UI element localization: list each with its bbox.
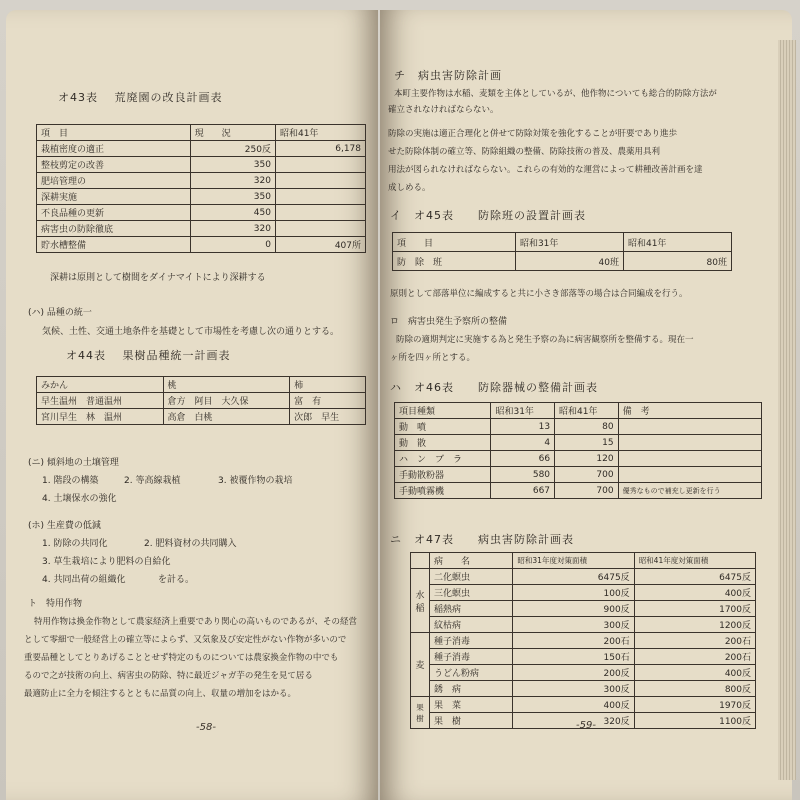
table-header-cell: 昭和31年 xyxy=(515,233,623,252)
table-cell: 1970反 xyxy=(634,697,755,713)
table-cell: 果 菜 xyxy=(430,697,513,713)
table-cell: 4 xyxy=(491,435,555,451)
table-row xyxy=(37,221,366,237)
list-item: 4. 共同出荷の組織化 xyxy=(42,575,126,585)
table-cell xyxy=(618,419,761,435)
table-cell: 250反 xyxy=(190,141,275,157)
table-row xyxy=(411,697,756,713)
table-cell: 果 樹 xyxy=(430,713,513,729)
table-header-cell: 病 名 xyxy=(430,553,513,569)
table-cell: 407所 xyxy=(275,237,365,253)
table-cell: 整枝剪定の改善 xyxy=(37,157,191,173)
table-43 xyxy=(36,124,366,253)
paragraph-line: 確立されなければならない。 xyxy=(388,105,499,115)
table-cell: 宮川早生 林 温州 xyxy=(37,409,164,425)
table-cell: 667 xyxy=(491,483,555,499)
page-number: -58- xyxy=(196,722,216,733)
group-label: 麦 xyxy=(411,633,430,697)
table-cell: 稲熱病 xyxy=(430,601,513,617)
table-cell: 手動噴霧機 xyxy=(395,483,491,499)
section-heading: ロ 病害虫発生予察所の整備 xyxy=(390,317,508,327)
table-cell: 580 xyxy=(491,467,555,483)
table-45-note: 原則として部落単位に編成すると共に小さき部落等の場合は合同編成を行う。 xyxy=(390,289,688,299)
list-item: を計る。 xyxy=(158,575,195,585)
table-cell: ハ ン ブ ラ xyxy=(395,451,491,467)
table-header-row xyxy=(393,233,732,252)
table-44-title: オ44表 果樹品種統一計画表 xyxy=(66,349,231,362)
table-cell: 150石 xyxy=(513,649,634,665)
table-header-cell: 項 目 xyxy=(37,125,191,141)
table-header-cell: 昭和31年度対策面積 xyxy=(513,553,634,569)
table-cell: 320 xyxy=(190,173,275,189)
table-row xyxy=(37,173,366,189)
table-46-title: ハ オ46表 防除器械の整備計画表 xyxy=(390,381,598,394)
table-cell xyxy=(618,451,761,467)
table-row xyxy=(411,617,756,633)
table-cell: 肥培管理の xyxy=(37,173,191,189)
section-heading: チ 病虫害防除計画 xyxy=(394,69,502,82)
table-row xyxy=(411,601,756,617)
table-cell: 320 xyxy=(190,221,275,237)
page-edges xyxy=(778,40,796,780)
table-44 xyxy=(36,376,366,425)
table-header-cell: 昭和41年 xyxy=(555,403,619,419)
paragraph-line: せた防除体制の確立等、防除組織の整備、防除技術の普及、農薬用具利 xyxy=(388,147,661,157)
table-cell: 66 xyxy=(491,451,555,467)
table-cell xyxy=(275,205,365,221)
table-cell: 三化螟虫 xyxy=(430,585,513,601)
table-cell: 400反 xyxy=(634,665,755,681)
paragraph-line: るので之が技術の向上、病害虫の防除、特に最近ジャガ芋の発生を見て居る xyxy=(24,671,313,681)
table-header-cell: 備 考 xyxy=(618,403,761,419)
table-cell: 高倉 白桃 xyxy=(163,409,290,425)
table-cell xyxy=(275,157,365,173)
list-item: 2. 肥料資材の共同購入 xyxy=(144,539,237,549)
table-cell: 300反 xyxy=(513,681,634,697)
table-45-title: イ オ45表 防除班の設置計画表 xyxy=(390,209,586,222)
table-header-row xyxy=(411,553,756,569)
table-row xyxy=(411,569,756,585)
table-header-cell: 項 目 xyxy=(393,233,516,252)
table-cell xyxy=(275,173,365,189)
table-45 xyxy=(392,232,732,271)
group-label: 水稲 xyxy=(411,569,430,633)
table-cell: 350 xyxy=(190,157,275,173)
table-cell: 100反 xyxy=(513,585,634,601)
table-header-cell: 柿 xyxy=(290,377,366,393)
section-heading: (ニ) 傾斜地の土壌管理 xyxy=(28,458,119,468)
paragraph-line: 特用作物は換金作物として農家経済上重要であり関心の高いものであるが、その経営 xyxy=(34,617,358,627)
table-header-cell: 現 況 xyxy=(190,125,275,141)
table-header-cell: 昭和41年 xyxy=(275,125,365,141)
table-cell: 次郎 早生 xyxy=(290,409,366,425)
table-cell: 0 xyxy=(190,237,275,253)
paragraph-line: 本町主要作物は水稲、麦類を主体としているが、他作物についても総合的防除方法が xyxy=(394,89,717,99)
table-row xyxy=(37,141,366,157)
open-book xyxy=(6,10,796,800)
table-43-title: オ43表 荒廃園の改良計画表 xyxy=(58,91,223,104)
list-item: 3. 被覆作物の栽培 xyxy=(218,476,293,486)
table-row xyxy=(411,633,756,649)
paragraph-line: 気候、土性、交通土地条件を基礎として市場性を考慮し次の通りとする。 xyxy=(42,327,340,337)
table-cell: 80班 xyxy=(623,252,731,271)
group-label: 果樹 xyxy=(411,697,430,729)
table-row xyxy=(395,451,762,467)
table-header-row xyxy=(37,377,366,393)
table-cell: 種子消毒 xyxy=(430,633,513,649)
table-cell: 13 xyxy=(491,419,555,435)
table-header-cell: 昭和31年 xyxy=(491,403,555,419)
list-item: 4. 土壌保水の強化 xyxy=(42,494,117,504)
table-cell: 450 xyxy=(190,205,275,221)
table-cell: 病害虫の防除徹底 xyxy=(37,221,191,237)
table-cell: 6475反 xyxy=(634,569,755,585)
left-page xyxy=(6,10,378,800)
table-header-cell: 桃 xyxy=(163,377,290,393)
table-cell: 800反 xyxy=(634,681,755,697)
table-row xyxy=(395,467,762,483)
section-heading: (ホ) 生産費の低減 xyxy=(28,521,101,531)
table-row xyxy=(411,585,756,601)
table-cell: 貯水槽整備 xyxy=(37,237,191,253)
paragraph-line: 最適防止に全力を傾注するとともに品質の向上、収量の増加をはかる。 xyxy=(24,689,297,699)
table-header-cell xyxy=(411,553,430,569)
table-cell xyxy=(618,467,761,483)
table-47-title: ニ オ47表 病虫害防除計画表 xyxy=(390,533,574,546)
table-cell: 200石 xyxy=(634,649,755,665)
table-cell: 1100反 xyxy=(634,713,755,729)
table-cell: 富 有 xyxy=(290,393,366,409)
table-47 xyxy=(410,552,756,729)
table-cell: 700 xyxy=(555,483,619,499)
table-cell: 手動散粉器 xyxy=(395,467,491,483)
table-cell: 700 xyxy=(555,467,619,483)
table-header-cell: 昭和41年 xyxy=(623,233,731,252)
table-cell: 6475反 xyxy=(513,569,634,585)
right-page xyxy=(380,10,792,800)
table-row xyxy=(37,205,366,221)
paragraph-line: 成しめる。 xyxy=(388,183,431,193)
table-46 xyxy=(394,402,762,499)
table-header-cell: 項目種類 xyxy=(395,403,491,419)
table-cell: 種子消毒 xyxy=(430,649,513,665)
table-row xyxy=(37,393,366,409)
table-cell: 深耕実施 xyxy=(37,189,191,205)
table-cell: 銹 病 xyxy=(430,681,513,697)
table-row xyxy=(37,157,366,173)
table-cell: 350 xyxy=(190,189,275,205)
table-cell: 40班 xyxy=(515,252,623,271)
table-cell: 倉方 阿目 大久保 xyxy=(163,393,290,409)
table-cell: 300反 xyxy=(513,617,634,633)
table-row xyxy=(37,409,366,425)
table-cell: 二化螟虫 xyxy=(430,569,513,585)
list-item: 2. 等高線栽植 xyxy=(124,476,181,486)
table-row xyxy=(395,419,762,435)
list-item: 3. 草生栽培により肥料の自給化 xyxy=(42,557,171,567)
table-cell: 15 xyxy=(555,435,619,451)
paragraph-line: ヶ所を四ヶ所とする。 xyxy=(390,353,476,363)
table-cell: 動 噴 xyxy=(395,419,491,435)
table-header-row xyxy=(37,125,366,141)
table-cell: 早生温州 普通温州 xyxy=(37,393,164,409)
table-cell: 紋枯病 xyxy=(430,617,513,633)
table-row xyxy=(411,649,756,665)
table-cell: 200石 xyxy=(513,633,634,649)
table-row xyxy=(37,189,366,205)
section-heading: (ハ) 品種の統一 xyxy=(28,308,92,318)
table-cell: 120 xyxy=(555,451,619,467)
paragraph-line: 用法が図られなければならない。これらの有効的な運営によって耕種改善計画を達 xyxy=(388,165,703,175)
table-cell: 栽植密度の適正 xyxy=(37,141,191,157)
table-cell xyxy=(275,189,365,205)
table-cell: うどん粉病 xyxy=(430,665,513,681)
table-row xyxy=(411,665,756,681)
table-row xyxy=(37,237,366,253)
paragraph-line: として零細で一般経営上の確立等によらず、又気象及び安定性がない作物が多いので xyxy=(24,635,347,645)
table-cell: 1700反 xyxy=(634,601,755,617)
table-header-row xyxy=(395,403,762,419)
table-cell: 900反 xyxy=(513,601,634,617)
paragraph-line: 防除の適期判定に実施する為と発生予察の為に病害観察所を整備する。現在一 xyxy=(396,335,694,345)
table-row xyxy=(395,483,762,499)
table-row xyxy=(393,252,732,271)
section-heading: ト 特用作物 xyxy=(28,599,83,609)
list-item: 1. 階段の構築 xyxy=(42,476,99,486)
table-cell: 6,178 xyxy=(275,141,365,157)
table-cell: 320反 xyxy=(513,713,634,729)
table-cell: 動 散 xyxy=(395,435,491,451)
table-cell: 1200反 xyxy=(634,617,755,633)
table-header-cell: 昭和41年度対策面積 xyxy=(634,553,755,569)
paragraph-line: 防除の実施は適正合理化と併せて防除対策を強化することが肝要であり進歩 xyxy=(388,129,678,139)
list-item: 1. 防除の共同化 xyxy=(42,539,108,549)
table-cell: 200石 xyxy=(634,633,755,649)
table-cell: 400反 xyxy=(513,697,634,713)
table-cell: 80 xyxy=(555,419,619,435)
paragraph-line: 重要品種としてとりあげることとせず特定のものについては農家換金作物の中でも xyxy=(24,653,339,663)
table-cell xyxy=(618,435,761,451)
table-cell: 200反 xyxy=(513,665,634,681)
table-cell: 不良品種の更新 xyxy=(37,205,191,221)
table-cell: 優秀なもので補充し更新を行う xyxy=(618,483,761,499)
table-cell xyxy=(275,221,365,237)
table-cell: 400反 xyxy=(634,585,755,601)
table-cell: 防 除 班 xyxy=(393,252,516,271)
page-number: -59- xyxy=(576,720,596,731)
table-43-note: 深耕は原則として樹間をダイナマイトにより深耕する xyxy=(50,273,266,283)
table-row xyxy=(411,681,756,697)
table-row xyxy=(395,435,762,451)
table-header-cell: みかん xyxy=(37,377,164,393)
